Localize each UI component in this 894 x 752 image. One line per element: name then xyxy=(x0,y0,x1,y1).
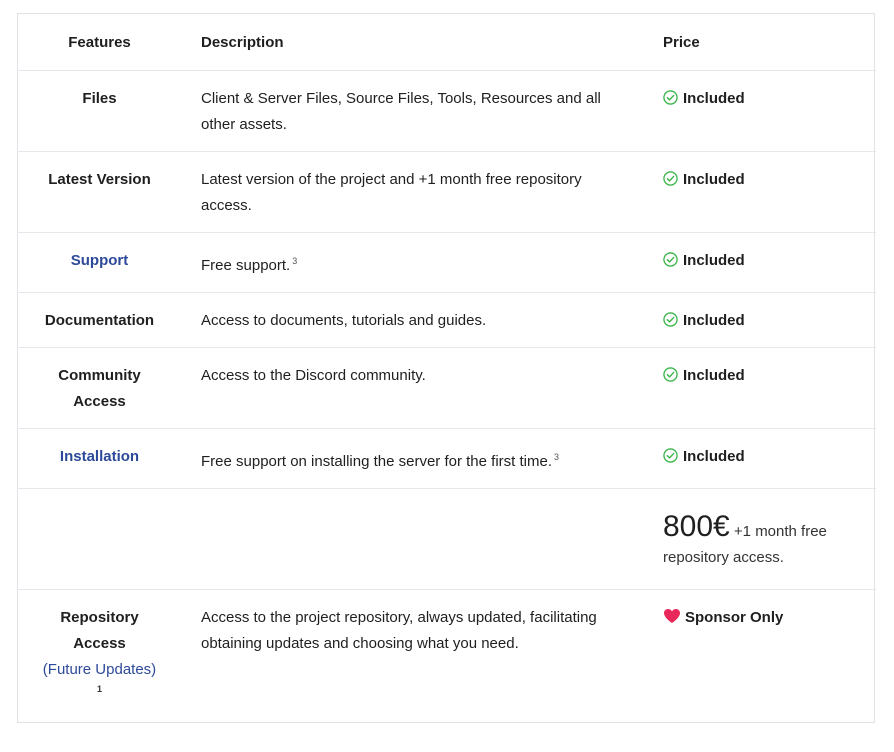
table-row xyxy=(18,590,876,709)
table-row xyxy=(18,152,876,233)
feature-cell: Community Access xyxy=(18,348,181,429)
check-circle-icon xyxy=(663,448,678,463)
table-row xyxy=(18,233,876,293)
features-table-container xyxy=(17,13,875,723)
description-text: Free support. xyxy=(201,257,291,274)
table-header-row xyxy=(18,14,876,71)
feature-cell xyxy=(18,590,181,709)
check-circle-icon xyxy=(663,367,678,382)
header-price: Price xyxy=(643,14,876,71)
description-cell: Access to documents, tutorials and guides. xyxy=(181,293,643,348)
price-included: Included xyxy=(683,90,745,107)
footnote-ref[interactable]: 1 xyxy=(96,684,102,694)
description-cell: Client & Server Files, Source Files, Tools, Resources and all other assets. xyxy=(181,71,643,152)
check-circle-icon xyxy=(663,171,678,186)
feature-cell: Documentation xyxy=(18,293,181,348)
description-cell: Access to the Discord community. xyxy=(181,348,643,429)
price-included: Included xyxy=(683,171,745,188)
header-description: Description xyxy=(181,14,643,71)
check-circle-icon xyxy=(663,90,678,105)
description-cell: Latest version of the project and +1 month free repository access. xyxy=(181,152,643,233)
empty-cell xyxy=(18,489,181,590)
feature-cell: Latest Version xyxy=(18,152,181,233)
feature-cell xyxy=(18,429,181,489)
price-note: +1 month free repository access. xyxy=(663,523,827,566)
feature-cell xyxy=(18,233,181,293)
description-text: Free support on installing the server for the first time. xyxy=(201,453,552,470)
table-row xyxy=(18,348,876,429)
table-row xyxy=(18,429,876,489)
heart-icon xyxy=(663,608,681,624)
price-cell xyxy=(643,590,876,709)
future-updates-link[interactable]: (Future Updates) xyxy=(42,661,157,678)
price-cell xyxy=(643,429,876,489)
price-cell xyxy=(643,233,876,293)
check-circle-icon xyxy=(663,252,678,267)
price-amount: 800€ xyxy=(663,510,730,543)
price-included: Included xyxy=(683,312,745,329)
feature-cell: Files xyxy=(18,71,181,152)
features-table xyxy=(18,14,876,708)
price-cell xyxy=(643,293,876,348)
header-features: Features xyxy=(18,14,181,71)
price-cell xyxy=(643,152,876,233)
installation-link[interactable]: Installation xyxy=(59,448,140,465)
pricing-row xyxy=(18,489,876,590)
description-cell xyxy=(181,233,643,293)
price-included: Included xyxy=(683,448,745,465)
description-cell xyxy=(181,429,643,489)
support-link[interactable]: Support xyxy=(70,252,129,269)
footnote-ref[interactable]: 3 xyxy=(553,452,559,462)
sponsor-only-label: Sponsor Only xyxy=(685,609,784,626)
total-price-cell xyxy=(643,489,876,590)
empty-cell xyxy=(181,489,643,590)
price-cell xyxy=(643,71,876,152)
table-row xyxy=(18,293,876,348)
description-cell: Access to the project repository, always updated, facilitating obtaining updates and choosing what you need. xyxy=(201,609,597,652)
price-cell xyxy=(643,348,876,429)
footnote-ref[interactable]: 3 xyxy=(292,256,298,266)
check-circle-icon xyxy=(663,312,678,327)
price-included: Included xyxy=(683,252,745,269)
price-included: Included xyxy=(683,367,745,384)
feature-label: Repository Access xyxy=(60,609,139,652)
table-row xyxy=(18,71,876,152)
